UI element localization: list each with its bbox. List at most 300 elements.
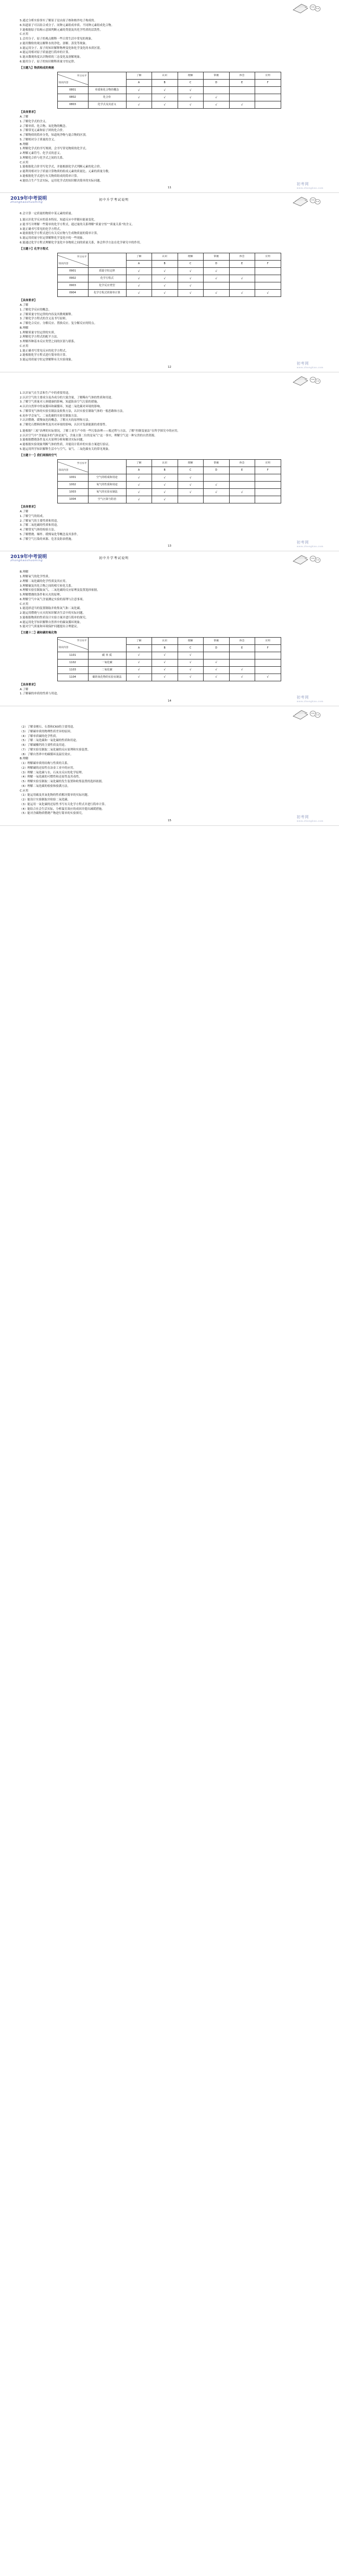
row-knowledge-name: 氧气的实验室制法 (88, 489, 126, 496)
body-paragraph: 6.能通过化学方程式理解化学变化中各物质之间的质量关系，体会科学方法在化学研究中的作用。 (20, 241, 143, 244)
row-level-mark (229, 659, 255, 666)
row-knowledge-name: 质量守恒定律 (88, 268, 126, 275)
row-level-mark: √ (178, 87, 204, 94)
row-level-mark (255, 474, 281, 482)
body-paragraph: 4.了解物质的简单分类，知道纯净物与混合物的区别。 (20, 134, 89, 137)
row-level-mark: √ (204, 674, 230, 681)
body-paragraph: （3）理解二氧化碳与水、石灰水反应的化学原理。 (20, 771, 85, 774)
row-number: 0801 (57, 87, 88, 94)
section-heading: 【主题十】化学方程式 (20, 247, 48, 251)
row-knowledge-name: 空气污染与防治 (88, 496, 126, 503)
row-knowledge-name: 二氧化碳 (88, 666, 126, 674)
site-watermark-url: www.zhongkao.com (296, 366, 323, 369)
table-header-level: 了解 (126, 460, 152, 467)
page-number: 14 (168, 700, 171, 703)
body-paragraph: 1.了解碳的单质的性质与用途。 (20, 692, 60, 696)
table-row (57, 496, 281, 503)
page-number: 13 (168, 545, 171, 548)
table-corner-top-label: 学习水平 (77, 640, 87, 643)
body-paragraph: （5）理解实验室制取二氧化碳的发生装置和收集装置的选择依据。 (20, 780, 105, 783)
body-paragraph: 5.能对空气质量和环境保护问题提出合理建议。 (20, 625, 80, 629)
row-level-mark: √ (178, 268, 204, 275)
table-corner-bottom-label: 知识内容 (58, 469, 69, 472)
site-watermark-url: www.zhongkao.com (296, 700, 323, 703)
row-level-mark: √ (126, 496, 152, 503)
table-row (57, 275, 281, 282)
row-level-mark: √ (126, 666, 152, 674)
body-paragraph: 3.能根据燃烧条件及灭火原理分析和解决实际问题。 (20, 438, 86, 442)
body-paragraph: 4.能依据化学方程式进行有关反应物与生成物质量的简单计算。 (20, 232, 100, 236)
body-paragraph: 4.了解化合反应、分解反应、置换反应、复分解反应的特点。 (20, 322, 97, 325)
row-level-mark (255, 282, 281, 290)
row-knowledge-name: 化学方程式的简单计算 (88, 290, 126, 297)
body-paragraph: 5.理解燃烧的条件和灭火的原理。 (20, 593, 63, 597)
table-header-name (88, 460, 126, 474)
site-watermark-url: www.zhongkao.com (296, 545, 323, 548)
table-header-name (88, 253, 126, 268)
book-and-mascot-icon (292, 553, 321, 566)
row-level-mark (204, 652, 230, 659)
row-level-mark (255, 275, 281, 282)
row-level-mark (204, 496, 230, 503)
row-level-mark (255, 659, 281, 666)
body-paragraph: 2.认识空气中“含量最多的气体是氮气，含量占第二位的是氧气”这一事实，理解空气是一种宝贵的自然资源。 (20, 434, 157, 437)
row-level-mark: √ (152, 290, 178, 297)
table-header-level-code: C (178, 467, 204, 474)
row-level-mark (229, 474, 255, 482)
row-number: 0802 (57, 94, 88, 101)
row-level-mark: √ (229, 489, 255, 496)
table-header-level-code: F (255, 644, 281, 652)
table-header-level: 应用 (255, 253, 281, 261)
body-paragraph: 1.了解空气的组成。 (20, 514, 46, 518)
table-header-level: 认识 (152, 72, 178, 80)
table-header-level: 应用 (255, 637, 281, 644)
table-header-level-code: F (255, 261, 281, 268)
table-corner-top-label: 学习水平 (77, 74, 87, 77)
row-level-mark: √ (178, 282, 204, 290)
table-row (57, 652, 281, 659)
body-paragraph: C.应用 (20, 789, 29, 793)
body-paragraph: 1.理解化学式的书写规则，会书写常见物质的化学式。 (20, 147, 89, 151)
body-paragraph: 4.能结合生产生活实际，运用化学式的知识解决简单的实际问题。 (20, 179, 103, 183)
page-header (0, 0, 339, 16)
row-level-mark: √ (204, 101, 230, 109)
row-level-mark: √ (229, 290, 255, 297)
table-row (57, 659, 281, 666)
body-paragraph: （2）能设计实验制取并检验二氧化碳。 (20, 798, 70, 801)
table-header-level-code: E (229, 644, 255, 652)
row-level-mark: √ (152, 87, 178, 94)
row-level-mark (229, 482, 255, 489)
row-level-mark: √ (126, 474, 152, 482)
table-header-level-code: D (204, 80, 230, 87)
table-corner-cell (57, 72, 88, 87)
section-heading: 【具体要求】 (20, 683, 37, 687)
body-paragraph: 5.能从微观角度认识物质的三态变化及溶解现象。 (20, 56, 83, 59)
body-paragraph: A.了解 (20, 115, 29, 119)
document-page (0, 193, 339, 372)
table-header-level: 体会 (229, 460, 255, 467)
body-paragraph: 5.能运用所学知识解释生活中与空气、氧气、二氧化碳有关的常见现象。 (20, 447, 111, 451)
row-level-mark: √ (126, 482, 152, 489)
row-level-mark (255, 101, 281, 109)
table-header-level-code: F (255, 467, 281, 474)
book-and-mascot-icon (292, 708, 321, 721)
body-paragraph: 5.通过分析实验事实了解原子是由原子核和核外电子构成的。 (20, 19, 97, 22)
table-corner-bottom-label: 知识内容 (58, 646, 69, 650)
header-watermark-subtitle: zhongkaoshuoming (10, 559, 43, 563)
table-corner-bottom-label: 知识内容 (58, 262, 69, 265)
body-paragraph: 2.了解单质、化合物、氧化物的概念。 (20, 124, 69, 128)
body-paragraph: 4.了解常见气体的检验方法。 (20, 528, 57, 532)
body-paragraph: 3.了解空气质量对人体健康的影响，知道防治空气污染的措施。 (20, 400, 100, 404)
body-paragraph: 3.能运用分子、原子的知识解释物理变化和化学变化的本质区别。 (20, 46, 103, 50)
body-paragraph: （7）了解实验室制取二氧化碳的反应原理和实验装置。 (20, 748, 91, 752)
body-paragraph: B.理解 (20, 757, 29, 761)
row-level-mark: √ (178, 674, 204, 681)
knowledge-requirement-table (57, 637, 281, 681)
body-paragraph: 5.了解燃烧、爆炸、缓慢氧化等概念及其条件。 (20, 533, 80, 536)
body-paragraph: 4.能根据实验现象判断气体的性质，并能设计简单的实验方案进行验证。 (20, 443, 111, 446)
table-header-level-code: D (204, 467, 230, 474)
body-paragraph: 1.能根据“三废”治理的实际情况，了解工业生产中的一些污染治理——般过程与方法，了解“控制变量法”在科学探究中的应用。 (20, 429, 180, 433)
table-row (57, 268, 281, 275)
site-watermark: 初考网 www.zhongkao.com (296, 361, 323, 369)
row-level-mark (255, 482, 281, 489)
body-paragraph: B.理解 (20, 143, 29, 146)
body-paragraph: 3.能根据化学式进行有关物质组成的简单计算。 (20, 174, 80, 178)
row-level-mark (229, 652, 255, 659)
site-watermark: 初考网 www.zhongkao.com (296, 182, 323, 190)
body-paragraph: 2.能用微粒的观点解释水的净化、溶解、蒸发等现象。 (20, 42, 89, 45)
header-watermark-title: 2019年中考说明 (10, 554, 47, 560)
page-header (0, 706, 339, 722)
row-number: 1004 (57, 496, 88, 503)
page-content (0, 16, 339, 185)
body-paragraph: 3.能根据物质的性质设计实验方案并进行简单的探究。 (20, 616, 89, 619)
body-paragraph: （1）能运用碳及其氧化物的性质解决简单的实际问题。 (20, 794, 91, 797)
table-corner-top-label: 学习水平 (77, 255, 87, 258)
body-paragraph: 2.认识空气的主要成分及各成分的大致含量，了解稀有气体的性质和用途。 (20, 396, 115, 399)
row-number: 0902 (57, 275, 88, 282)
row-level-mark: √ (178, 275, 204, 282)
row-level-mark (229, 87, 255, 94)
knowledge-requirement-table (57, 459, 281, 503)
body-paragraph: C.应用 (20, 161, 29, 164)
row-number: 0803 (57, 101, 88, 109)
page-header (0, 372, 339, 388)
body-paragraph: 2.理解二氧化碳的化学性质及其应用。 (20, 579, 69, 583)
table-header-level-code: A (126, 644, 152, 652)
page-content (0, 209, 339, 365)
body-paragraph: 2.了解氧气的主要性质和用途。 (20, 519, 60, 523)
body-paragraph: 6.能用分子、原子的知识解释质量守恒定律。 (20, 60, 77, 63)
body-paragraph: 6.了解空气污染的来源、危害及防治措施。 (20, 537, 74, 541)
section-heading: 【具体要求】 (20, 506, 37, 509)
body-paragraph: 4.认识自然界中的氧循环和碳循环，知道二氧化碳对环境的影响。 (20, 405, 103, 408)
body-paragraph: 6.初步学会氧气、二氧化碳的实验室制取方法。 (20, 414, 80, 418)
document-page (0, 551, 339, 706)
row-level-mark: √ (152, 268, 178, 275)
row-number: 1101 (57, 652, 88, 659)
table-header-level-code: C (178, 80, 204, 87)
row-level-mark (229, 268, 255, 275)
body-paragraph: 2.能利用相对分子质量计算物质的组成元素的质量比、元素的质量分数。 (20, 170, 111, 173)
document-page (0, 706, 339, 826)
row-level-mark: √ (152, 489, 178, 496)
body-paragraph: 2.理解化学方程式的配平方法。 (20, 335, 60, 339)
row-level-mark (255, 652, 281, 659)
row-level-mark: √ (204, 489, 230, 496)
row-level-mark: √ (152, 275, 178, 282)
body-paragraph: 3.理解碳及其化合物之间的相互转化关系。 (20, 584, 74, 588)
book-and-mascot-icon (292, 374, 321, 387)
table-header-level: 体会 (229, 253, 255, 261)
body-paragraph: B.理解 (20, 326, 29, 330)
body-paragraph: 3.能运用质量守恒定律解释有关实验现象。 (20, 358, 74, 361)
row-level-mark: √ (204, 268, 230, 275)
row-level-mark: √ (152, 666, 178, 674)
site-watermark-url: www.zhongkao.com (296, 187, 323, 190)
row-knowledge-name: 碳的氧化物的实验室制法 (88, 674, 126, 681)
row-level-mark: √ (152, 482, 178, 489)
body-paragraph: 1.理解质量守恒定律的实质。 (20, 331, 57, 334)
body-paragraph: 2.了解质量守恒定律的内容及其微观解释。 (20, 313, 74, 316)
body-paragraph: （3）能运用一氧化碳的还原性书写有关化学方程式并进行简单计算。 (20, 802, 108, 806)
row-knowledge-name: 化学反应类型 (88, 282, 126, 290)
body-paragraph: 4.能运用化学知识解释自然界中的碳氧循环现象。 (20, 620, 83, 624)
row-level-mark: √ (178, 290, 204, 297)
section-heading: 【具体要求】 (20, 111, 37, 114)
section-heading: 【主题十一】我们周围的空气 (20, 454, 57, 457)
table-header-level: 掌握 (204, 253, 230, 261)
table-header-name (88, 637, 126, 652)
header-watermark-title: 2019年中考说明 (10, 196, 47, 202)
row-level-mark: √ (178, 489, 204, 496)
body-paragraph: （4）了解单质碳的化学性质。 (20, 734, 59, 738)
row-level-mark: √ (152, 674, 178, 681)
row-knowledge-name: 碳 单 质 (88, 652, 126, 659)
body-paragraph: 2.能根据化学方程式进行简单的计算。 (20, 354, 69, 357)
table-header-level: 认识 (152, 460, 178, 467)
row-knowledge-name: 单质和化合物的概念 (88, 87, 126, 94)
site-watermark-url: www.zhongkao.com (296, 820, 323, 822)
row-level-mark: √ (255, 290, 281, 297)
table-header-level: 掌握 (204, 72, 230, 80)
body-paragraph: 1.能选择适当的装置制取并收集氧气和二氧化碳。 (20, 607, 83, 611)
running-header-title: 初中升学考试说明 (99, 556, 129, 561)
body-paragraph: 4.能运用相对原子质量进行简单的计算。 (20, 51, 71, 55)
body-paragraph: 5.能运用质量守恒定律解释化学变化中的一些现象。 (20, 237, 86, 240)
body-paragraph: 4.理解实验室制取氧气、二氧化碳的反应原理及装置选择依据。 (20, 589, 100, 592)
table-header-level-code: E (229, 261, 255, 268)
row-level-mark: √ (126, 674, 152, 681)
body-paragraph: （4）理解一氧化碳的可燃性和还原性及其毒性。 (20, 775, 82, 779)
table-header-level-code: D (204, 261, 230, 268)
table-header-name (88, 72, 126, 87)
site-watermark: 初考网 www.zhongkao.com (296, 540, 323, 548)
running-header-title: 初中升学考试说明 (99, 198, 129, 202)
row-knowledge-name: 化合价 (88, 94, 126, 101)
row-knowledge-name: 氧气的性质和用途 (88, 482, 126, 489)
body-paragraph: 7.认识燃烧、缓慢氧化的概念，了解灭火的原理和方法。 (20, 419, 92, 422)
row-level-mark: √ (152, 94, 178, 101)
row-level-mark: √ (126, 275, 152, 282)
body-paragraph: （2）理解碳的还原性在冶金工业中的应用。 (20, 766, 76, 770)
table-row (57, 94, 281, 101)
row-level-mark: √ (126, 489, 152, 496)
row-level-mark: √ (204, 290, 230, 297)
row-level-mark: √ (178, 94, 204, 101)
page-header (0, 193, 339, 209)
table-header-level-code: A (126, 80, 152, 87)
table-header-level: 掌握 (204, 460, 230, 467)
row-number: 1001 (57, 474, 88, 482)
body-paragraph: 7.能根据原子结构示意图判断元素的类别及其化学性质的活泼性。 (20, 28, 103, 32)
table-header-level: 认识 (152, 637, 178, 644)
body-paragraph: （1）理解碳单质的结构与性质的关系。 (20, 762, 70, 765)
row-number: 1003 (57, 489, 88, 496)
body-paragraph: 3.能正确书写常见的化学方程式。 (20, 227, 63, 231)
table-header-level: 体会 (229, 637, 255, 644)
body-paragraph: 1.能认识化学反应的基本特征，知道反应中伴随有能量变化。 (20, 218, 97, 222)
row-level-mark: √ (178, 652, 204, 659)
row-level-mark (255, 496, 281, 503)
table-header-level-code: B (152, 80, 178, 87)
section-heading: 【主题十二】碳和碳的氧化物 (20, 631, 57, 635)
body-paragraph: 1.会用分子、原子的观点解释一些日常生活中常见的现象。 (20, 37, 94, 41)
body-paragraph: 6.理解空气中氧气含量测定实验的原理与注意事项。 (20, 598, 86, 601)
body-paragraph: 1.能根据化合价书写化学式，并能根据化学式判断元素的化合价。 (20, 165, 103, 169)
table-header-level-code: F (255, 80, 281, 87)
row-level-mark: √ (126, 659, 152, 666)
row-level-mark: √ (152, 101, 178, 109)
row-knowledge-name: 化学式及其意义 (88, 101, 126, 109)
row-knowledge-name: 化学方程式 (88, 275, 126, 282)
table-row (57, 290, 281, 297)
body-paragraph: C.应用 (20, 344, 29, 348)
row-level-mark: √ (178, 101, 204, 109)
table-header-level-code: C (178, 261, 204, 268)
section-heading: 【主题九】物质构成的奥秘 (20, 66, 54, 70)
body-paragraph: A.了解 (20, 304, 29, 307)
row-level-mark: √ (126, 94, 152, 101)
body-paragraph: 5.了解相对分子质量的含义。 (20, 138, 57, 141)
row-number: 1002 (57, 482, 88, 489)
knowledge-requirement-table (57, 253, 281, 297)
row-level-mark: √ (126, 268, 152, 275)
row-level-mark: √ (178, 659, 204, 666)
section-heading: 【具体要求】 (20, 299, 37, 303)
row-level-mark: √ (204, 659, 230, 666)
body-paragraph: 8.了解化石燃料的种类及其对环境的影响，认识开发新能源的重要性。 (20, 423, 109, 426)
body-paragraph: 1.理解氧气的化学性质。 (20, 575, 52, 578)
row-level-mark: √ (178, 482, 204, 489)
table-header-level: 理解 (178, 253, 204, 261)
document-page-container (0, 0, 339, 826)
book-and-mascot-icon (292, 195, 321, 208)
row-level-mark: √ (152, 496, 178, 503)
row-level-mark (204, 87, 230, 94)
row-level-mark (204, 282, 230, 290)
body-paragraph: C.应用 (20, 602, 29, 606)
pages-root (0, 0, 339, 826)
row-level-mark (255, 94, 281, 101)
row-level-mark (229, 282, 255, 290)
row-level-mark: √ (126, 282, 152, 290)
row-level-mark (229, 496, 255, 503)
row-level-mark: √ (126, 101, 152, 109)
body-paragraph: （3）了解碳单质的物理性质差异的原因。 (20, 730, 73, 733)
body-paragraph: 1.了解化学式的含义。 (20, 120, 48, 123)
table-header-level: 体会 (229, 72, 255, 80)
table-header-level-code: A (126, 261, 152, 268)
row-number: 1104 (57, 674, 88, 681)
body-paragraph: 3.理解化合价与化学式之间的关系。 (20, 156, 66, 160)
table-header-level-code: B (152, 644, 178, 652)
table-header-level-code: B (152, 467, 178, 474)
row-level-mark: √ (152, 652, 178, 659)
body-paragraph: 3.了解化学方程式的含义及书写原则。 (20, 317, 69, 321)
table-header-level-code: B (152, 261, 178, 268)
page-content (0, 722, 339, 818)
table-row (57, 87, 281, 94)
table-header-level: 理解 (178, 460, 204, 467)
document-page (0, 372, 339, 552)
body-paragraph: C.应用 (20, 33, 29, 36)
book-and-mascot-icon (292, 2, 321, 15)
body-paragraph: （5）能对含碳物质燃烧产物进行简单的实验探究。 (20, 812, 85, 815)
row-level-mark: √ (204, 666, 230, 674)
table-header-level: 了解 (126, 253, 152, 261)
row-level-mark: √ (152, 659, 178, 666)
row-knowledge-name: 一氧化碳 (88, 659, 126, 666)
body-paragraph: （6）了解碳酸钙的主要性质及用途。 (20, 744, 68, 747)
table-row (57, 474, 281, 482)
row-level-mark (229, 94, 255, 101)
page-number: 11 (168, 186, 171, 190)
row-level-mark: √ (229, 674, 255, 681)
table-header-level-code: D (204, 644, 230, 652)
page-content (0, 388, 339, 544)
table-header-level: 了解 (126, 637, 152, 644)
table-row (57, 674, 281, 681)
table-header-level: 理解 (178, 637, 204, 644)
row-level-mark (255, 489, 281, 496)
row-level-mark: √ (204, 275, 230, 282)
table-header-level: 认识 (152, 253, 178, 261)
row-number: 0901 (57, 268, 88, 275)
row-number: 1102 (57, 659, 88, 666)
table-corner-cell (57, 253, 88, 268)
body-paragraph: B.理解 (20, 571, 29, 574)
table-header-level: 掌握 (204, 637, 230, 644)
table-header-level-code: E (229, 467, 255, 474)
table-header-level: 应用 (255, 460, 281, 467)
row-level-mark: √ (204, 482, 230, 489)
row-level-mark: √ (152, 282, 178, 290)
table-row (57, 666, 281, 674)
site-watermark: 初考网 www.zhongkao.com (296, 815, 323, 822)
table-header-level: 了解 (126, 72, 152, 80)
table-header-level: 应用 (255, 72, 281, 80)
body-paragraph: （6）理解二氧化碳的检验和验满方法。 (20, 784, 70, 788)
row-level-mark (255, 268, 281, 275)
row-level-mark: √ (204, 94, 230, 101)
row-level-mark: √ (229, 101, 255, 109)
row-level-mark: √ (152, 474, 178, 482)
